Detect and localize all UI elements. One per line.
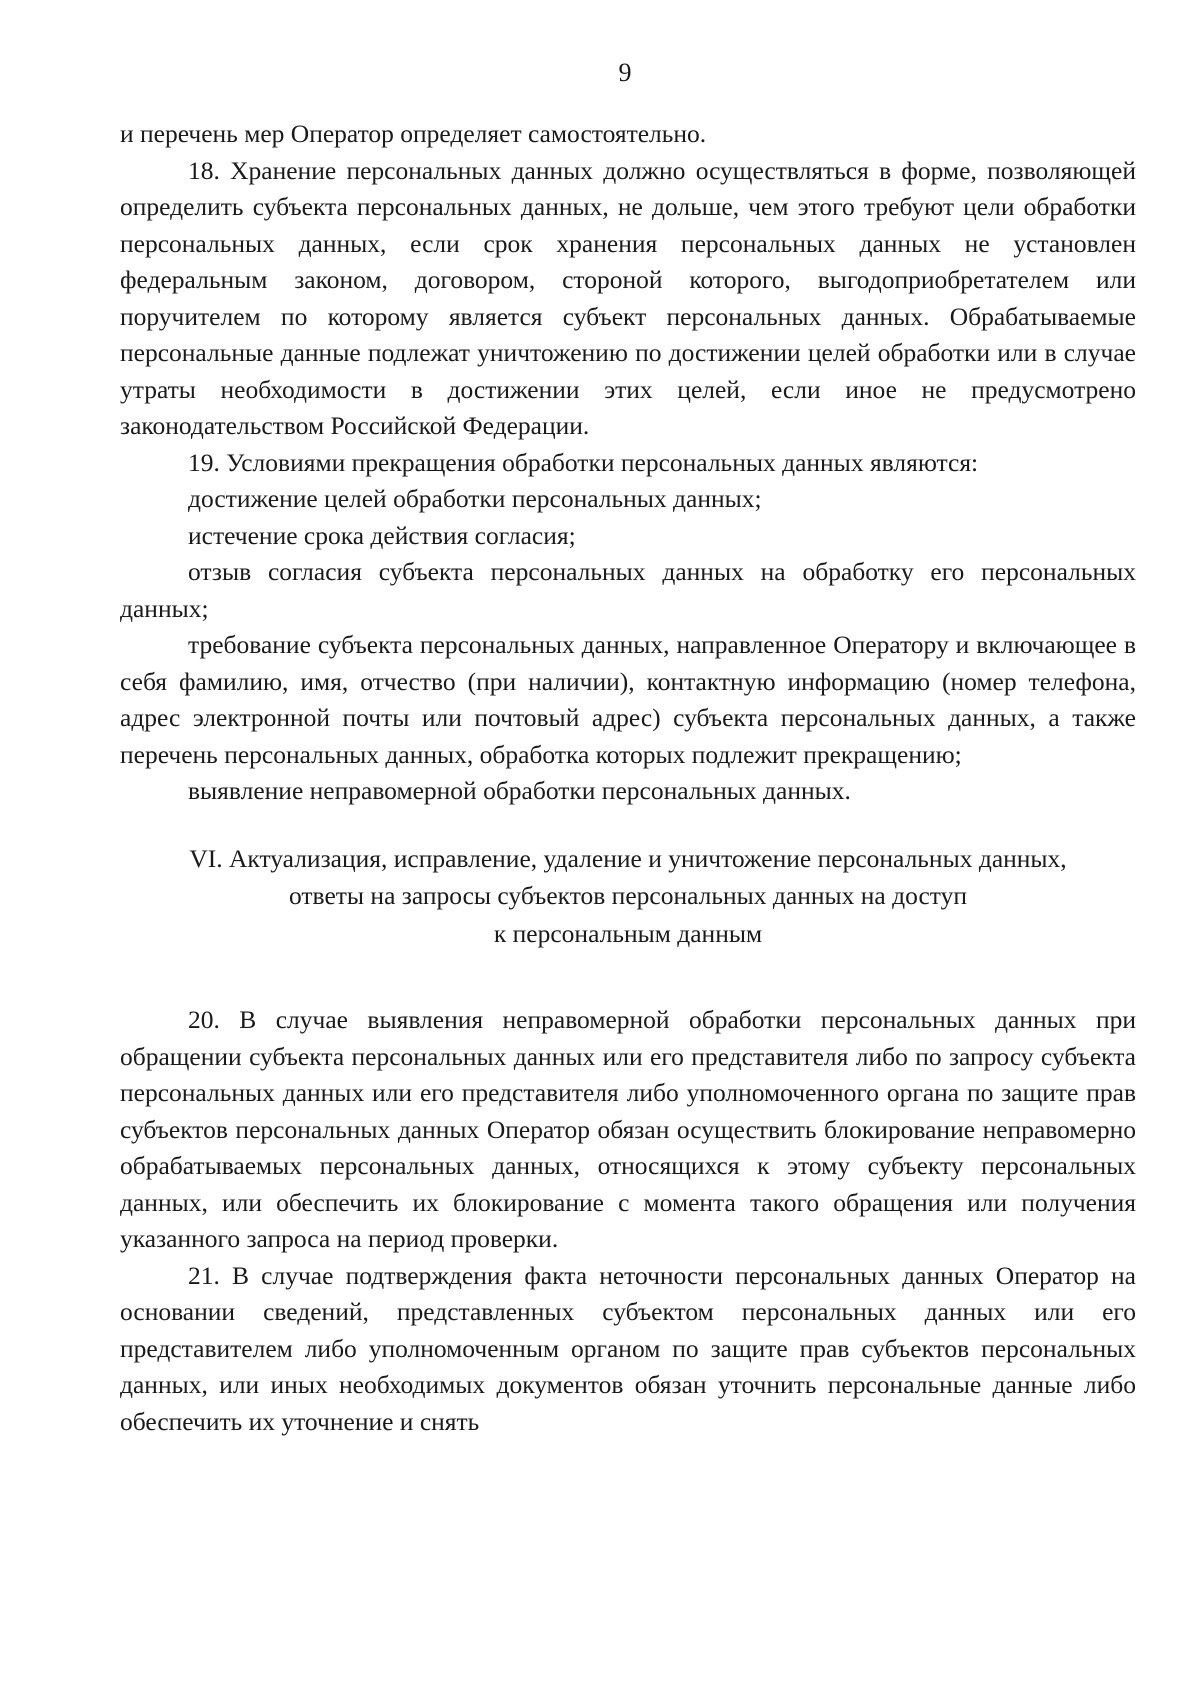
- section-heading: [120, 840, 1136, 953]
- list-item-subject-request: требование субъекта персональных данных, направленное Оператору и включающее в себя фамилию, имя, отчество (при наличии), контактную информацию (номер телефона, адрес электронной почты или почтовый адрес) субъекта персональных данных, а также перечень персональных данных, обработка которых подлежит прекращению;: [120, 630, 1136, 769]
- list-item-consent-withdrawn: отзыв согласия субъекта персональных данных на обработку его персональных данных;: [120, 557, 1136, 623]
- section-heading-line-1: VI. Актуализация, исправление, удаление и уничтожение персональных данных,: [189, 843, 1067, 873]
- paragraph-18: 18. Хранение персональных данных должно осуществляться в форме, позволяющей определить субъекта персональных данных, не дольше, чем этого требуют цели обработки персональных данных, если срок хранения персональных данных не установлен федеральным законом, договором, стороной которого, выгодоприобретателем или поручителем по которому является субъект персональных данных. Обрабатываемые персональные данные подлежат уничтожению по достижении целей обработки или в случае утраты необходимости в достижении этих целей, если иное не предусмотрено законодательством Российской Федерации.: [120, 155, 1136, 440]
- paragraph-continuation: и перечень мер Оператор определяет самостоятельно.: [120, 119, 707, 148]
- paragraph-21: 21. В случае подтверждения факта неточности персональных данных Оператор на основании сведений, представленных субъектом персональных данных или его представителем либо уполномоченным органом по защите прав субъектов персональных данных, или иных необходимых документов обязан уточнить персональные данные либо обеспечить их уточнение и снять: [120, 1260, 1136, 1436]
- section-heading-line-3: к персональным данным: [493, 918, 763, 948]
- page-number: 9: [618, 58, 632, 87]
- list-item-consent-expired: истечение срока действия согласия;: [188, 520, 576, 550]
- paragraph-19: 19. Условиями прекращения обработки персональных данных являются:: [188, 447, 979, 477]
- document-body: [120, 116, 1136, 1440]
- section-heading-line-2: ответы на запросы субъектов персональных данных на доступ: [289, 881, 967, 910]
- list-item-goals-achieved: достижение целей обработки персональных данных;: [188, 484, 762, 513]
- paragraph-20: 20. В случае выявления неправомерной обработки персональных данных при обращении субъекта персональных данных или его представителя либо по запросу субъекта персональных данных или его представителя либо уполномоченного органа по защите прав субъектов персональных данных Оператор обязан осуществить блокирование неправомерно обрабатываемых персональных данных, относящихся к этому субъекту персональных данных, или обеспечить их блокирование с момента такого обращения или получения указанного запроса на период проверки.: [120, 1005, 1136, 1253]
- list-item-unlawful-processing: выявление неправомерной обработки персональных данных.: [188, 776, 851, 805]
